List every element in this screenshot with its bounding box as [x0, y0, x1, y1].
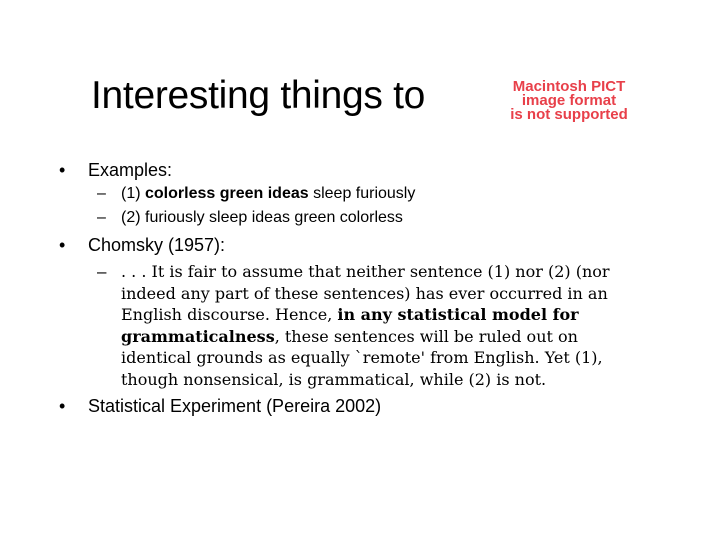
quote-line: identical grounds as equally `remote' from English. Yet (1), [121, 348, 603, 368]
quote-line: grammaticalness, these sentences will be ruled out on [121, 326, 578, 346]
quote-line: English discourse. Hence, in any statistical model for [121, 305, 579, 325]
quote-line: indeed any part of these sentences) has ever occurred in an [121, 283, 608, 303]
quote-line: . . . It is fair to assume that neither sentence (1) nor (2) (nor [121, 262, 610, 281]
example-1-prefix: (1) [121, 185, 145, 202]
unsupported-image-placeholder [479, 80, 659, 124]
slide-title: Interesting things to [91, 74, 426, 117]
quote-line: though nonsensical, is grammatical, while (2) is not. [121, 369, 547, 389]
sub-marker: – [97, 262, 107, 281]
example-2 [121, 208, 403, 228]
example-1-suffix: sleep furiously [308, 185, 416, 202]
bullet-marker: • [59, 396, 66, 416]
pict-line-3: is not supported [510, 106, 628, 123]
bullet-marker: • [59, 160, 66, 180]
bullet-marker: • [59, 235, 66, 255]
pict-line-1: Macintosh PICT [512, 78, 626, 95]
chomsky-quote [121, 261, 681, 391]
bullet-examples: Examples: [88, 160, 173, 180]
sub-marker: – [97, 209, 106, 226]
sub-marker: – [97, 185, 106, 202]
bullet-statistical-experiment: Statistical Experiment (Pereira 2002) [88, 396, 382, 416]
example-1 [121, 184, 415, 204]
pict-line-2: image format [521, 92, 617, 109]
example-1-bold: colorless green ideas [145, 185, 309, 202]
bullet-chomsky: Chomsky (1957): [88, 235, 226, 255]
example-2-text: (2) furiously sleep ideas green colorless [121, 209, 403, 226]
